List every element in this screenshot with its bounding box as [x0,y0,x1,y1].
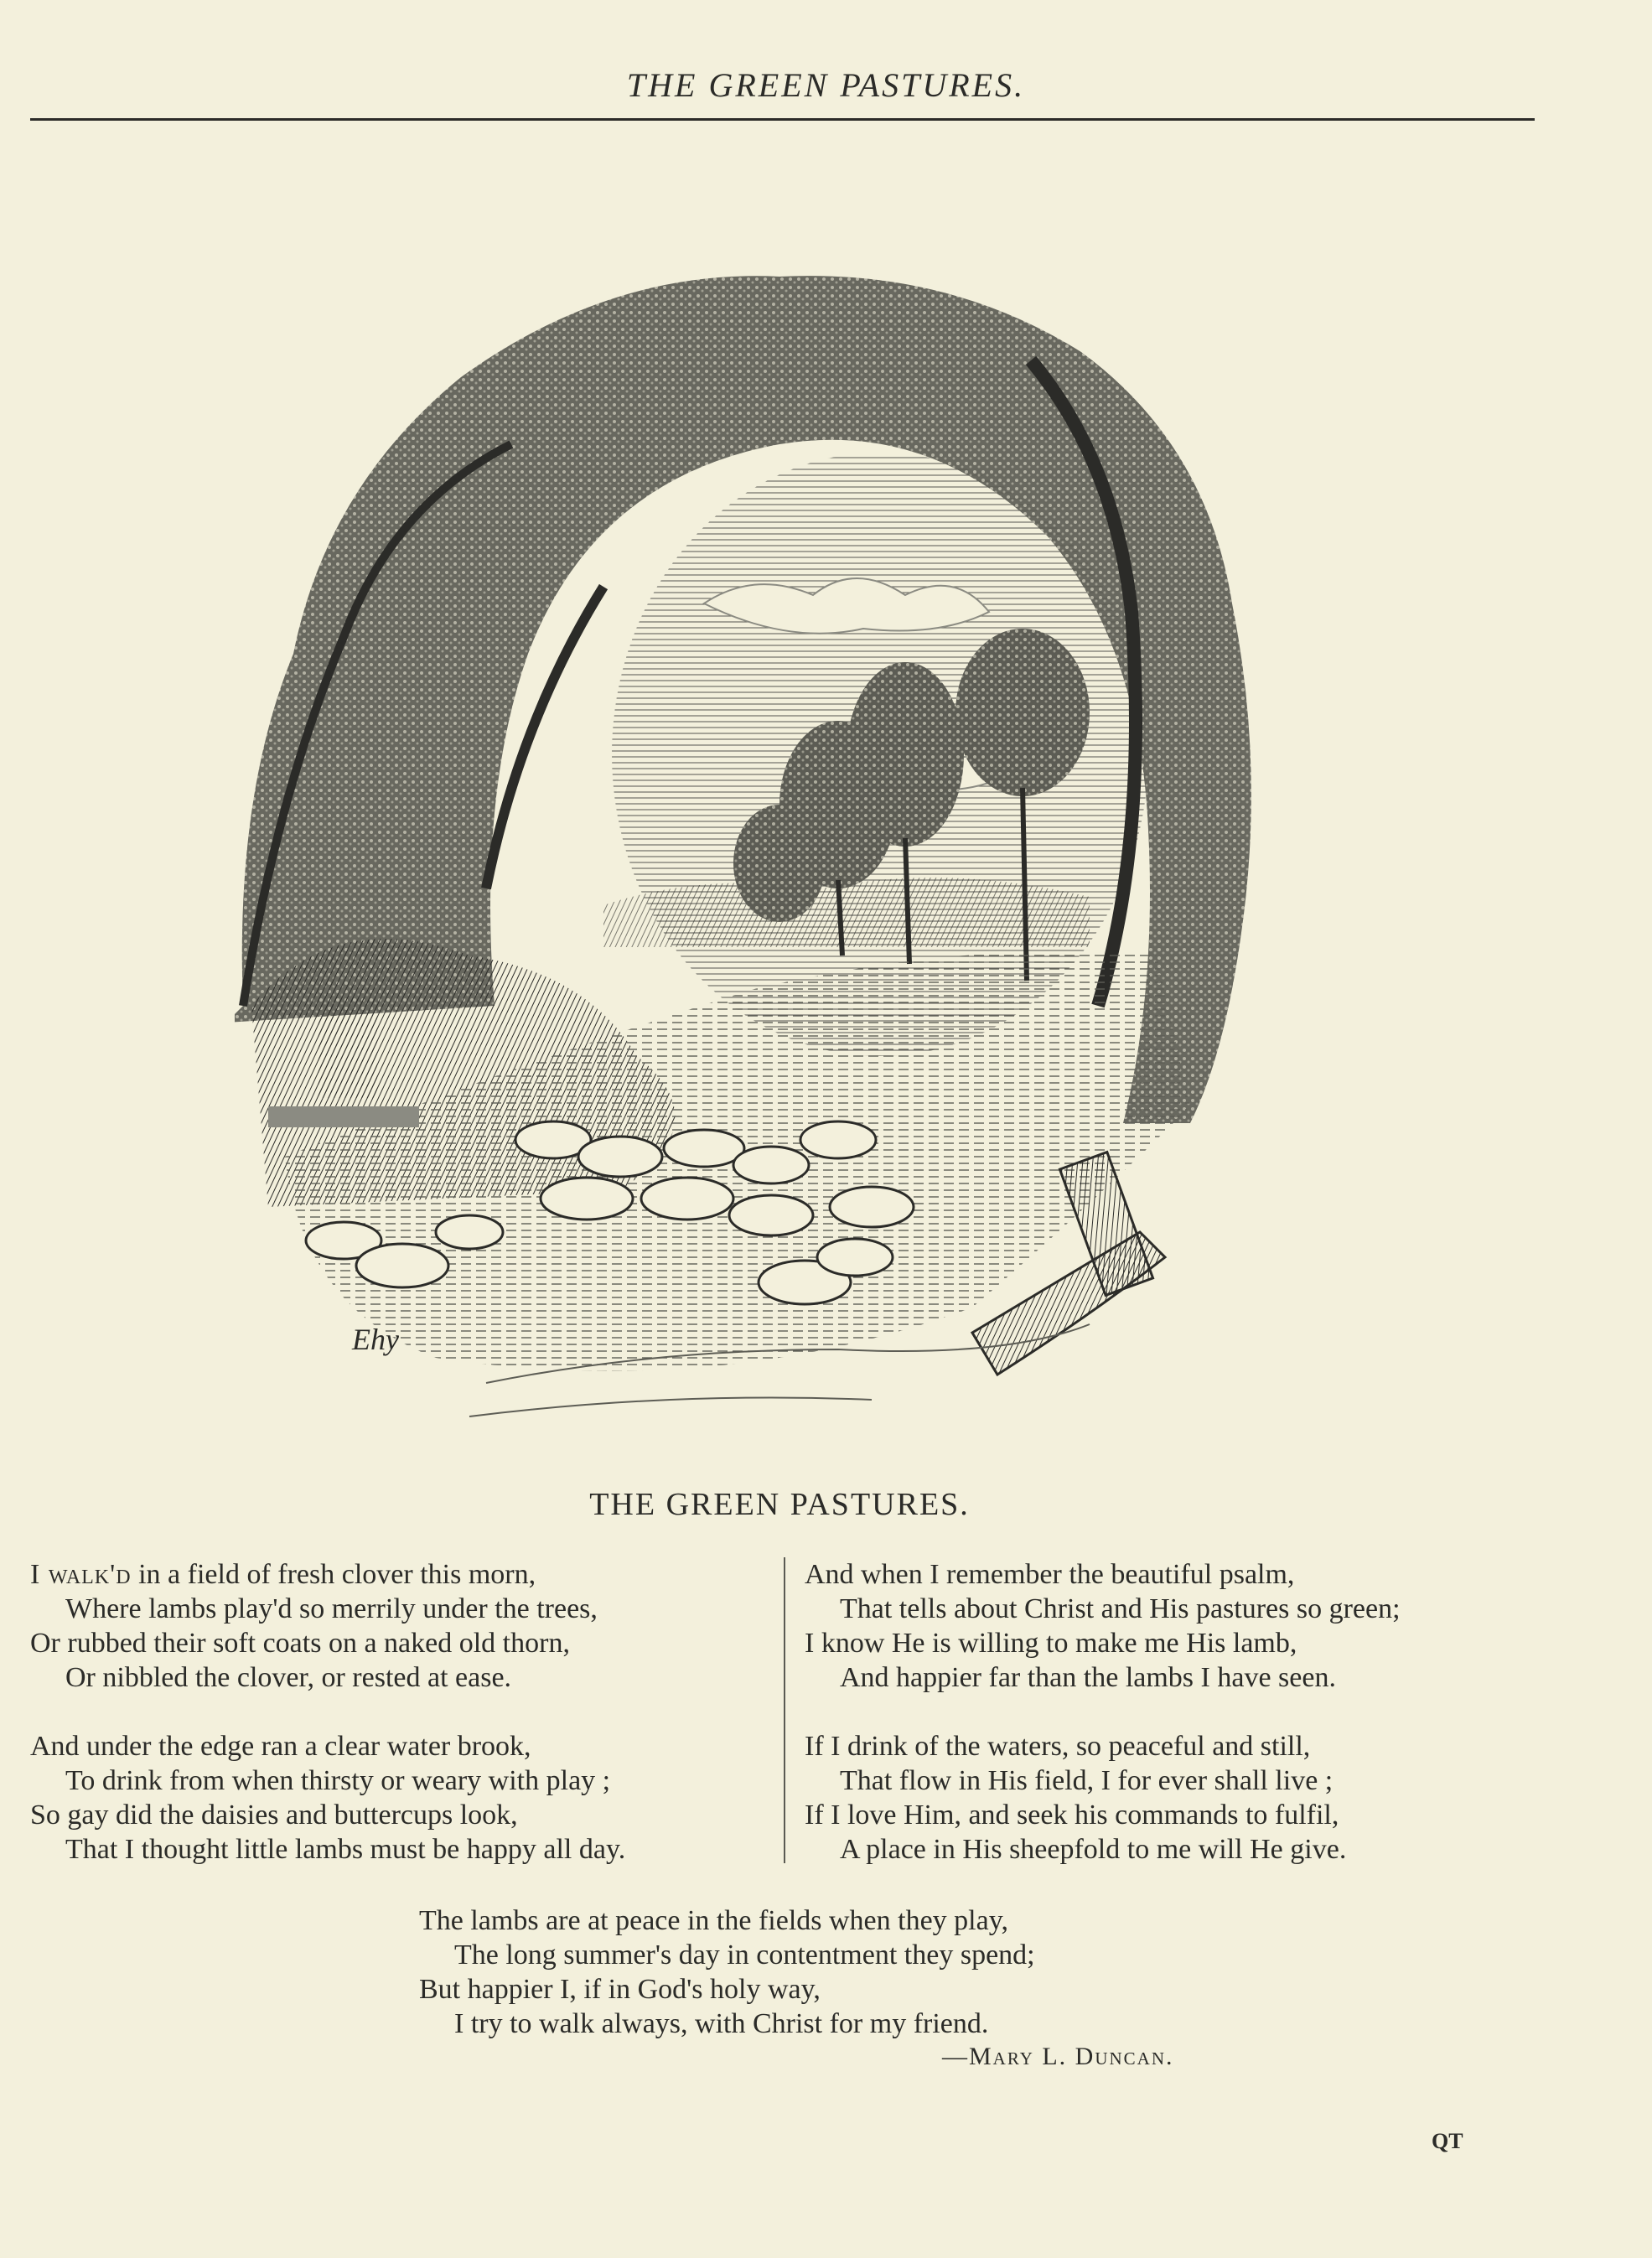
page-number: QT [1432,2129,1463,2153]
stanza-1-line-1: I walk'd in a field of fresh clover this morn, [30,1559,536,1590]
stanza-5-line-4: I try to walk always, with Christ for my friend. [454,2008,989,2039]
column-divider [784,1557,785,1863]
stanza-4-line-2: That flow in His field, I for ever shall live ; [840,1765,1334,1796]
poem-title: THE GREEN PASTURES. [589,1487,970,1522]
stanza-5-line-3: But happier I, if in God's holy way, [419,1974,821,2005]
stanza-3-line-1: And when I remember the beautiful psalm, [805,1559,1295,1590]
stanza-1-line-3: Or rubbed their soft coats on a naked old thorn, [30,1628,570,1659]
stanza-1 [30,1557,598,1695]
running-title: THE GREEN PASTURES. [626,66,1026,104]
stanza-1-line-4: Or nibbled the clover, or rested at ease. [65,1662,512,1693]
drop-word: I walk'd [30,1559,132,1590]
stanza-1-line-2: Where lambs play'd so merrily under the trees, [65,1593,598,1624]
artist-signature: Ehy [352,1323,399,1356]
stanza-2-line-3: So gay did the daisies and buttercups look, [30,1800,518,1831]
stanza-3-line-3: I know He is willing to make me His lamb, [805,1628,1297,1659]
stanza-2-line-1: And under the edge ran a clear water brook, [30,1731,531,1762]
stanza-4-line-4: A place in His sheepfold to me will He give. [840,1834,1347,1865]
stanza-2-line-4: That I thought little lambs must be happy all day. [65,1834,626,1865]
stanza-3-line-4: And happier far than the lambs I have seen. [840,1662,1336,1693]
stanza-5 [419,1903,1035,2041]
stanza-3 [805,1557,1401,1695]
stanza-4-line-1: If I drink of the waters, so peaceful and still, [805,1731,1311,1762]
poem-author: —Mary L. Duncan. [942,2043,1174,2070]
stanza-2 [30,1729,625,1867]
header-rule [30,118,1535,121]
stanza-4 [805,1729,1346,1867]
pastoral-engraving-illustration [235,168,1324,1458]
stanza-3-line-2: That tells about Christ and His pastures so green; [840,1593,1401,1624]
stanza-4-line-3: If I love Him, and seek his commands to fulfil, [805,1800,1339,1831]
stanza-2-line-2: To drink from when thirsty or weary with play ; [65,1765,611,1796]
stanza-5-line-2: The long summer's day in contentment they spend; [454,1939,1035,1971]
stanza-5-line-1: The lambs are at peace in the fields when they play, [419,1905,1009,1936]
